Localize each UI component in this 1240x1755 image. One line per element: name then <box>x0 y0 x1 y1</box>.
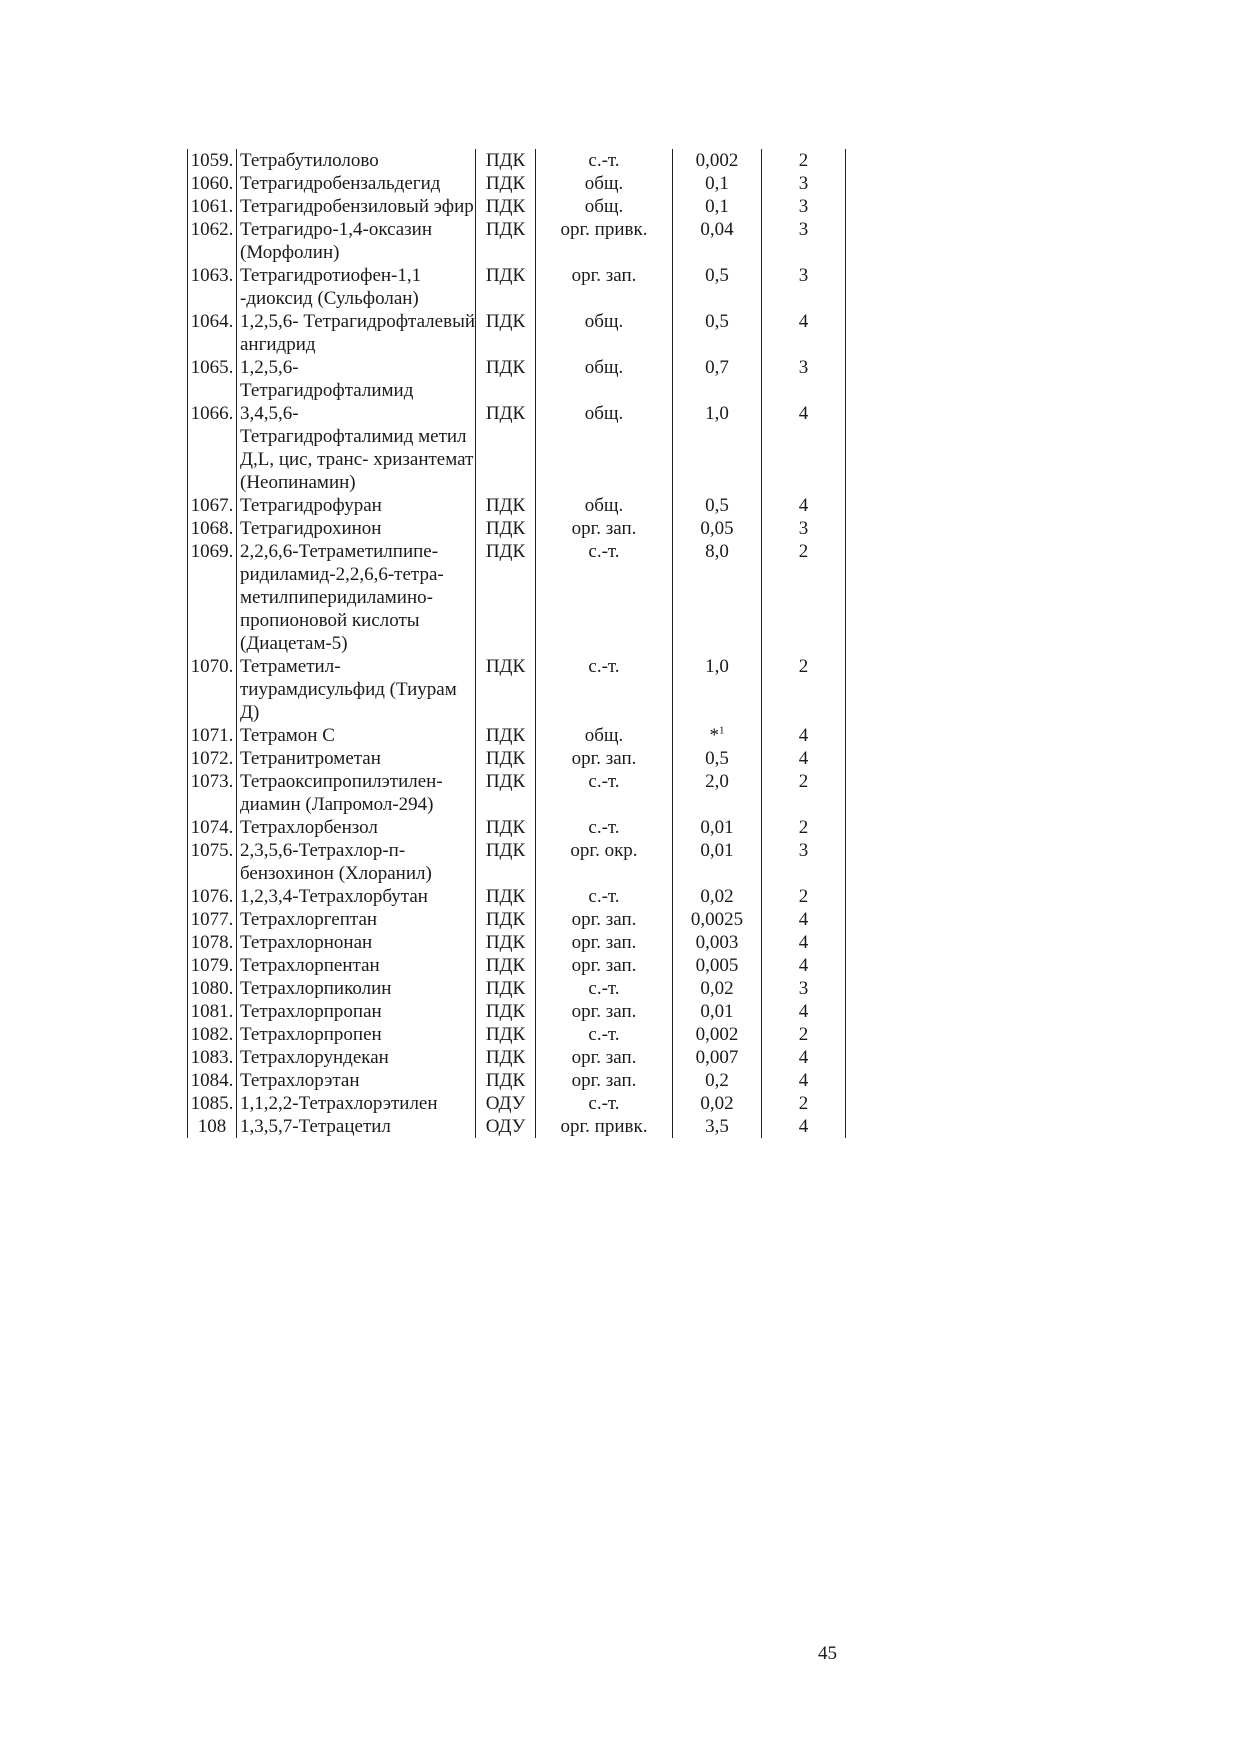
norm-type: ПДК <box>476 1069 536 1092</box>
concentration-value: 0,5 <box>673 310 762 356</box>
hazard-class: 2 <box>762 149 846 172</box>
row-number: 1066. <box>188 402 237 494</box>
row-number: 1060. <box>188 172 237 195</box>
table-row <box>188 195 846 218</box>
norm-type: ПДК <box>476 494 536 517</box>
table-row <box>188 264 846 310</box>
table-row <box>188 149 846 172</box>
hazard-class: 3 <box>762 839 846 885</box>
table-row <box>188 931 846 954</box>
hazard-class: 3 <box>762 977 846 1000</box>
concentration-value: 3,5 <box>673 1115 762 1138</box>
table-row <box>188 839 846 885</box>
table-row <box>188 954 846 977</box>
norm-type: ОДУ <box>476 1115 536 1138</box>
norm-type: ПДК <box>476 724 536 747</box>
norm-type: ПДК <box>476 908 536 931</box>
hazard-class: 2 <box>762 770 846 816</box>
norm-type: ПДК <box>476 540 536 655</box>
norm-type: ПДК <box>476 839 536 885</box>
harm-indicator: орг. зап. <box>536 931 673 954</box>
table-row <box>188 356 846 402</box>
concentration-value: 0,002 <box>673 1023 762 1046</box>
row-number: 1069. <box>188 540 237 655</box>
table-row <box>188 402 846 494</box>
harm-indicator: с.-т. <box>536 1023 673 1046</box>
norm-type: ПДК <box>476 885 536 908</box>
concentration-value: 0,0025 <box>673 908 762 931</box>
concentration-value: 0,002 <box>673 149 762 172</box>
norm-type: ОДУ <box>476 1092 536 1115</box>
table-row <box>188 816 846 839</box>
substance-name: 1,2,3,4-Тетрахлорбутан <box>237 885 476 908</box>
table-row <box>188 1023 846 1046</box>
hazard-class: 2 <box>762 540 846 655</box>
table-row <box>188 310 846 356</box>
harm-indicator: общ. <box>536 356 673 402</box>
table-row <box>188 747 846 770</box>
row-number: 1071. <box>188 724 237 747</box>
concentration-value: 0,1 <box>673 195 762 218</box>
substance-name: 2,2,6,6-Тетраметилпипе- ридиламид-2,2,6,6-тетра- метилпиперидиламино- пропионовой кислоты (Диацетам-5) <box>237 540 476 655</box>
row-number: 1081. <box>188 1000 237 1023</box>
norm-type: ПДК <box>476 149 536 172</box>
table-row <box>188 1092 846 1115</box>
concentration-value: 0,1 <box>673 172 762 195</box>
substance-name: Тетрагидрохинон <box>237 517 476 540</box>
hazard-class: 4 <box>762 747 846 770</box>
harm-indicator: орг. зап. <box>536 954 673 977</box>
harm-indicator: орг. зап. <box>536 517 673 540</box>
substances-table <box>187 149 846 1138</box>
norm-type: ПДК <box>476 977 536 1000</box>
substance-name: Тетрахлорпиколин <box>237 977 476 1000</box>
substance-name: Тетранитрометан <box>237 747 476 770</box>
norm-type: ПДК <box>476 402 536 494</box>
row-number: 1062. <box>188 218 237 264</box>
concentration-value: 2,0 <box>673 770 762 816</box>
harm-indicator: общ. <box>536 494 673 517</box>
row-number: 1085. <box>188 1092 237 1115</box>
row-number: 1061. <box>188 195 237 218</box>
row-number: 1077. <box>188 908 237 931</box>
hazard-class: 4 <box>762 1000 846 1023</box>
table-row <box>188 770 846 816</box>
hazard-class: 4 <box>762 494 846 517</box>
table-row <box>188 1046 846 1069</box>
hazard-class: 4 <box>762 954 846 977</box>
concentration-value: 0,5 <box>673 264 762 310</box>
substance-name: 1,3,5,7-Тетрацетил <box>237 1115 476 1138</box>
concentration-value: 0,01 <box>673 839 762 885</box>
substance-name: 3,4,5,6- Тетрагидрофталимид метил Д,L, цис, транс- хризантемат (Неопинамин) <box>237 402 476 494</box>
substance-name: Тетрахлорнонан <box>237 931 476 954</box>
row-number: 1076. <box>188 885 237 908</box>
norm-type: ПДК <box>476 356 536 402</box>
concentration-value: *$^1$ <box>673 724 762 747</box>
concentration-value: 0,5 <box>673 747 762 770</box>
harm-indicator: с.-т. <box>536 655 673 724</box>
substance-name: 1,2,5,6- Тетрагидрофталевый ангидрид <box>237 310 476 356</box>
substance-name: Тетрахлоргептан <box>237 908 476 931</box>
row-number: 108 <box>188 1115 237 1138</box>
harm-indicator: общ. <box>536 724 673 747</box>
harm-indicator: орг. окр. <box>536 839 673 885</box>
row-number: 1063. <box>188 264 237 310</box>
harm-indicator: с.-т. <box>536 816 673 839</box>
table-row <box>188 977 846 1000</box>
norm-type: ПДК <box>476 310 536 356</box>
concentration-value: 0,003 <box>673 931 762 954</box>
hazard-class: 4 <box>762 1046 846 1069</box>
row-number: 1080. <box>188 977 237 1000</box>
table-row <box>188 724 846 747</box>
hazard-class: 2 <box>762 655 846 724</box>
hazard-class: 3 <box>762 517 846 540</box>
substance-name: Тетрахлорэтан <box>237 1069 476 1092</box>
table-row <box>188 218 846 264</box>
norm-type: ПДК <box>476 747 536 770</box>
substance-name: Тетрагидробензальдегид <box>237 172 476 195</box>
harm-indicator: с.-т. <box>536 770 673 816</box>
row-number: 1074. <box>188 816 237 839</box>
norm-type: ПДК <box>476 1023 536 1046</box>
footnote-marker: 1 <box>719 724 725 737</box>
row-number: 1065. <box>188 356 237 402</box>
row-number: 1078. <box>188 931 237 954</box>
harm-indicator: с.-т. <box>536 977 673 1000</box>
harm-indicator: общ. <box>536 310 673 356</box>
hazard-class: 3 <box>762 264 846 310</box>
table-row <box>188 1069 846 1092</box>
concentration-value: 0,5 <box>673 494 762 517</box>
concentration-value: 0,005 <box>673 954 762 977</box>
substance-name: Тетраметил- тиурамдисульфид (Тиурам Д) <box>237 655 476 724</box>
hazard-class: 4 <box>762 931 846 954</box>
hazard-class: 2 <box>762 1092 846 1115</box>
substance-name: Тетрагидробензиловый эфир <box>237 195 476 218</box>
norm-type: ПДК <box>476 816 536 839</box>
harm-indicator: орг. зап. <box>536 1069 673 1092</box>
row-number: 1082. <box>188 1023 237 1046</box>
hazard-class: 4 <box>762 724 846 747</box>
concentration-value: 0,7 <box>673 356 762 402</box>
row-number: 1075. <box>188 839 237 885</box>
substance-name: Тетрагидро-1,4-оксазин (Морфолин) <box>237 218 476 264</box>
concentration-value: 0,007 <box>673 1046 762 1069</box>
table-row <box>188 1115 846 1138</box>
harm-indicator: орг. привк. <box>536 1115 673 1138</box>
row-number: 1072. <box>188 747 237 770</box>
hazard-class: 3 <box>762 356 846 402</box>
harm-indicator: общ. <box>536 402 673 494</box>
concentration-value: 0,01 <box>673 1000 762 1023</box>
table-body <box>188 149 846 1138</box>
harm-indicator: с.-т. <box>536 540 673 655</box>
table-row <box>188 517 846 540</box>
row-number: 1073. <box>188 770 237 816</box>
harm-indicator: общ. <box>536 195 673 218</box>
hazard-class: 2 <box>762 885 846 908</box>
harm-indicator: общ. <box>536 172 673 195</box>
harm-indicator: с.-т. <box>536 885 673 908</box>
norm-type: ПДК <box>476 218 536 264</box>
table-row <box>188 885 846 908</box>
hazard-class: 3 <box>762 218 846 264</box>
concentration-value: 0,02 <box>673 1092 762 1115</box>
page-number: 45 <box>818 1643 837 1664</box>
harm-indicator: орг. зап. <box>536 747 673 770</box>
concentration-value: 1,0 <box>673 402 762 494</box>
row-number: 1070. <box>188 655 237 724</box>
hazard-class: 2 <box>762 816 846 839</box>
norm-type: ПДК <box>476 264 536 310</box>
norm-type: ПДК <box>476 1000 536 1023</box>
substance-name: Тетрахлорпропан <box>237 1000 476 1023</box>
concentration-value: 0,05 <box>673 517 762 540</box>
row-number: 1084. <box>188 1069 237 1092</box>
substance-name: Тетрахлорпропен <box>237 1023 476 1046</box>
row-number: 1068. <box>188 517 237 540</box>
hazard-class: 4 <box>762 310 846 356</box>
harm-indicator: орг. привк. <box>536 218 673 264</box>
substance-name: Тетрабутилолово <box>237 149 476 172</box>
row-number: 1079. <box>188 954 237 977</box>
hazard-class: 4 <box>762 908 846 931</box>
substance-name: Тетрахлорундекан <box>237 1046 476 1069</box>
harm-indicator: орг. зап. <box>536 1046 673 1069</box>
concentration-value: 0,02 <box>673 885 762 908</box>
substance-name: 1,2,5,6- Тетрагидрофталимид <box>237 356 476 402</box>
table-row <box>188 908 846 931</box>
norm-type: ПДК <box>476 954 536 977</box>
row-number: 1083. <box>188 1046 237 1069</box>
norm-type: ПДК <box>476 655 536 724</box>
harm-indicator: с.-т. <box>536 149 673 172</box>
substance-name: Тетрагидрофуран <box>237 494 476 517</box>
norm-type: ПДК <box>476 172 536 195</box>
substance-name: Тетрамон С <box>237 724 476 747</box>
row-number: 1059. <box>188 149 237 172</box>
hazard-class: 3 <box>762 195 846 218</box>
hazard-class: 2 <box>762 1023 846 1046</box>
table-row <box>188 494 846 517</box>
concentration-value: 0,02 <box>673 977 762 1000</box>
row-number: 1067. <box>188 494 237 517</box>
substance-name: Тетрахлорбензол <box>237 816 476 839</box>
substance-name: Тетрагидротиофен-1,1 -диоксид (Сульфолан) <box>237 264 476 310</box>
harm-indicator: орг. зап. <box>536 264 673 310</box>
hazard-class: 4 <box>762 1115 846 1138</box>
norm-type: ПДК <box>476 1046 536 1069</box>
hazard-class: 4 <box>762 1069 846 1092</box>
concentration-value: 0,2 <box>673 1069 762 1092</box>
substance-name: Тетрахлорпентан <box>237 954 476 977</box>
concentration-value: 8,0 <box>673 540 762 655</box>
concentration-value: 1,0 <box>673 655 762 724</box>
table-row <box>188 1000 846 1023</box>
concentration-value: 0,04 <box>673 218 762 264</box>
norm-type: ПДК <box>476 195 536 218</box>
row-number: 1064. <box>188 310 237 356</box>
norm-type: ПДК <box>476 770 536 816</box>
norm-type: ПДК <box>476 931 536 954</box>
harm-indicator: орг. зап. <box>536 1000 673 1023</box>
substance-name: 1,1,2,2-Тетрахлорэтилен <box>237 1092 476 1115</box>
table-row <box>188 655 846 724</box>
table-row <box>188 540 846 655</box>
harm-indicator: с.-т. <box>536 1092 673 1115</box>
substance-name: 2,3,5,6-Тетрахлор-п- бензохинон (Хлоранил) <box>237 839 476 885</box>
concentration-value: 0,01 <box>673 816 762 839</box>
table-row <box>188 172 846 195</box>
harm-indicator: орг. зап. <box>536 908 673 931</box>
norm-type: ПДК <box>476 517 536 540</box>
substance-name: Тетраоксипропилэтилен- диамин (Лапромол-294) <box>237 770 476 816</box>
hazard-class: 4 <box>762 402 846 494</box>
hazard-class: 3 <box>762 172 846 195</box>
